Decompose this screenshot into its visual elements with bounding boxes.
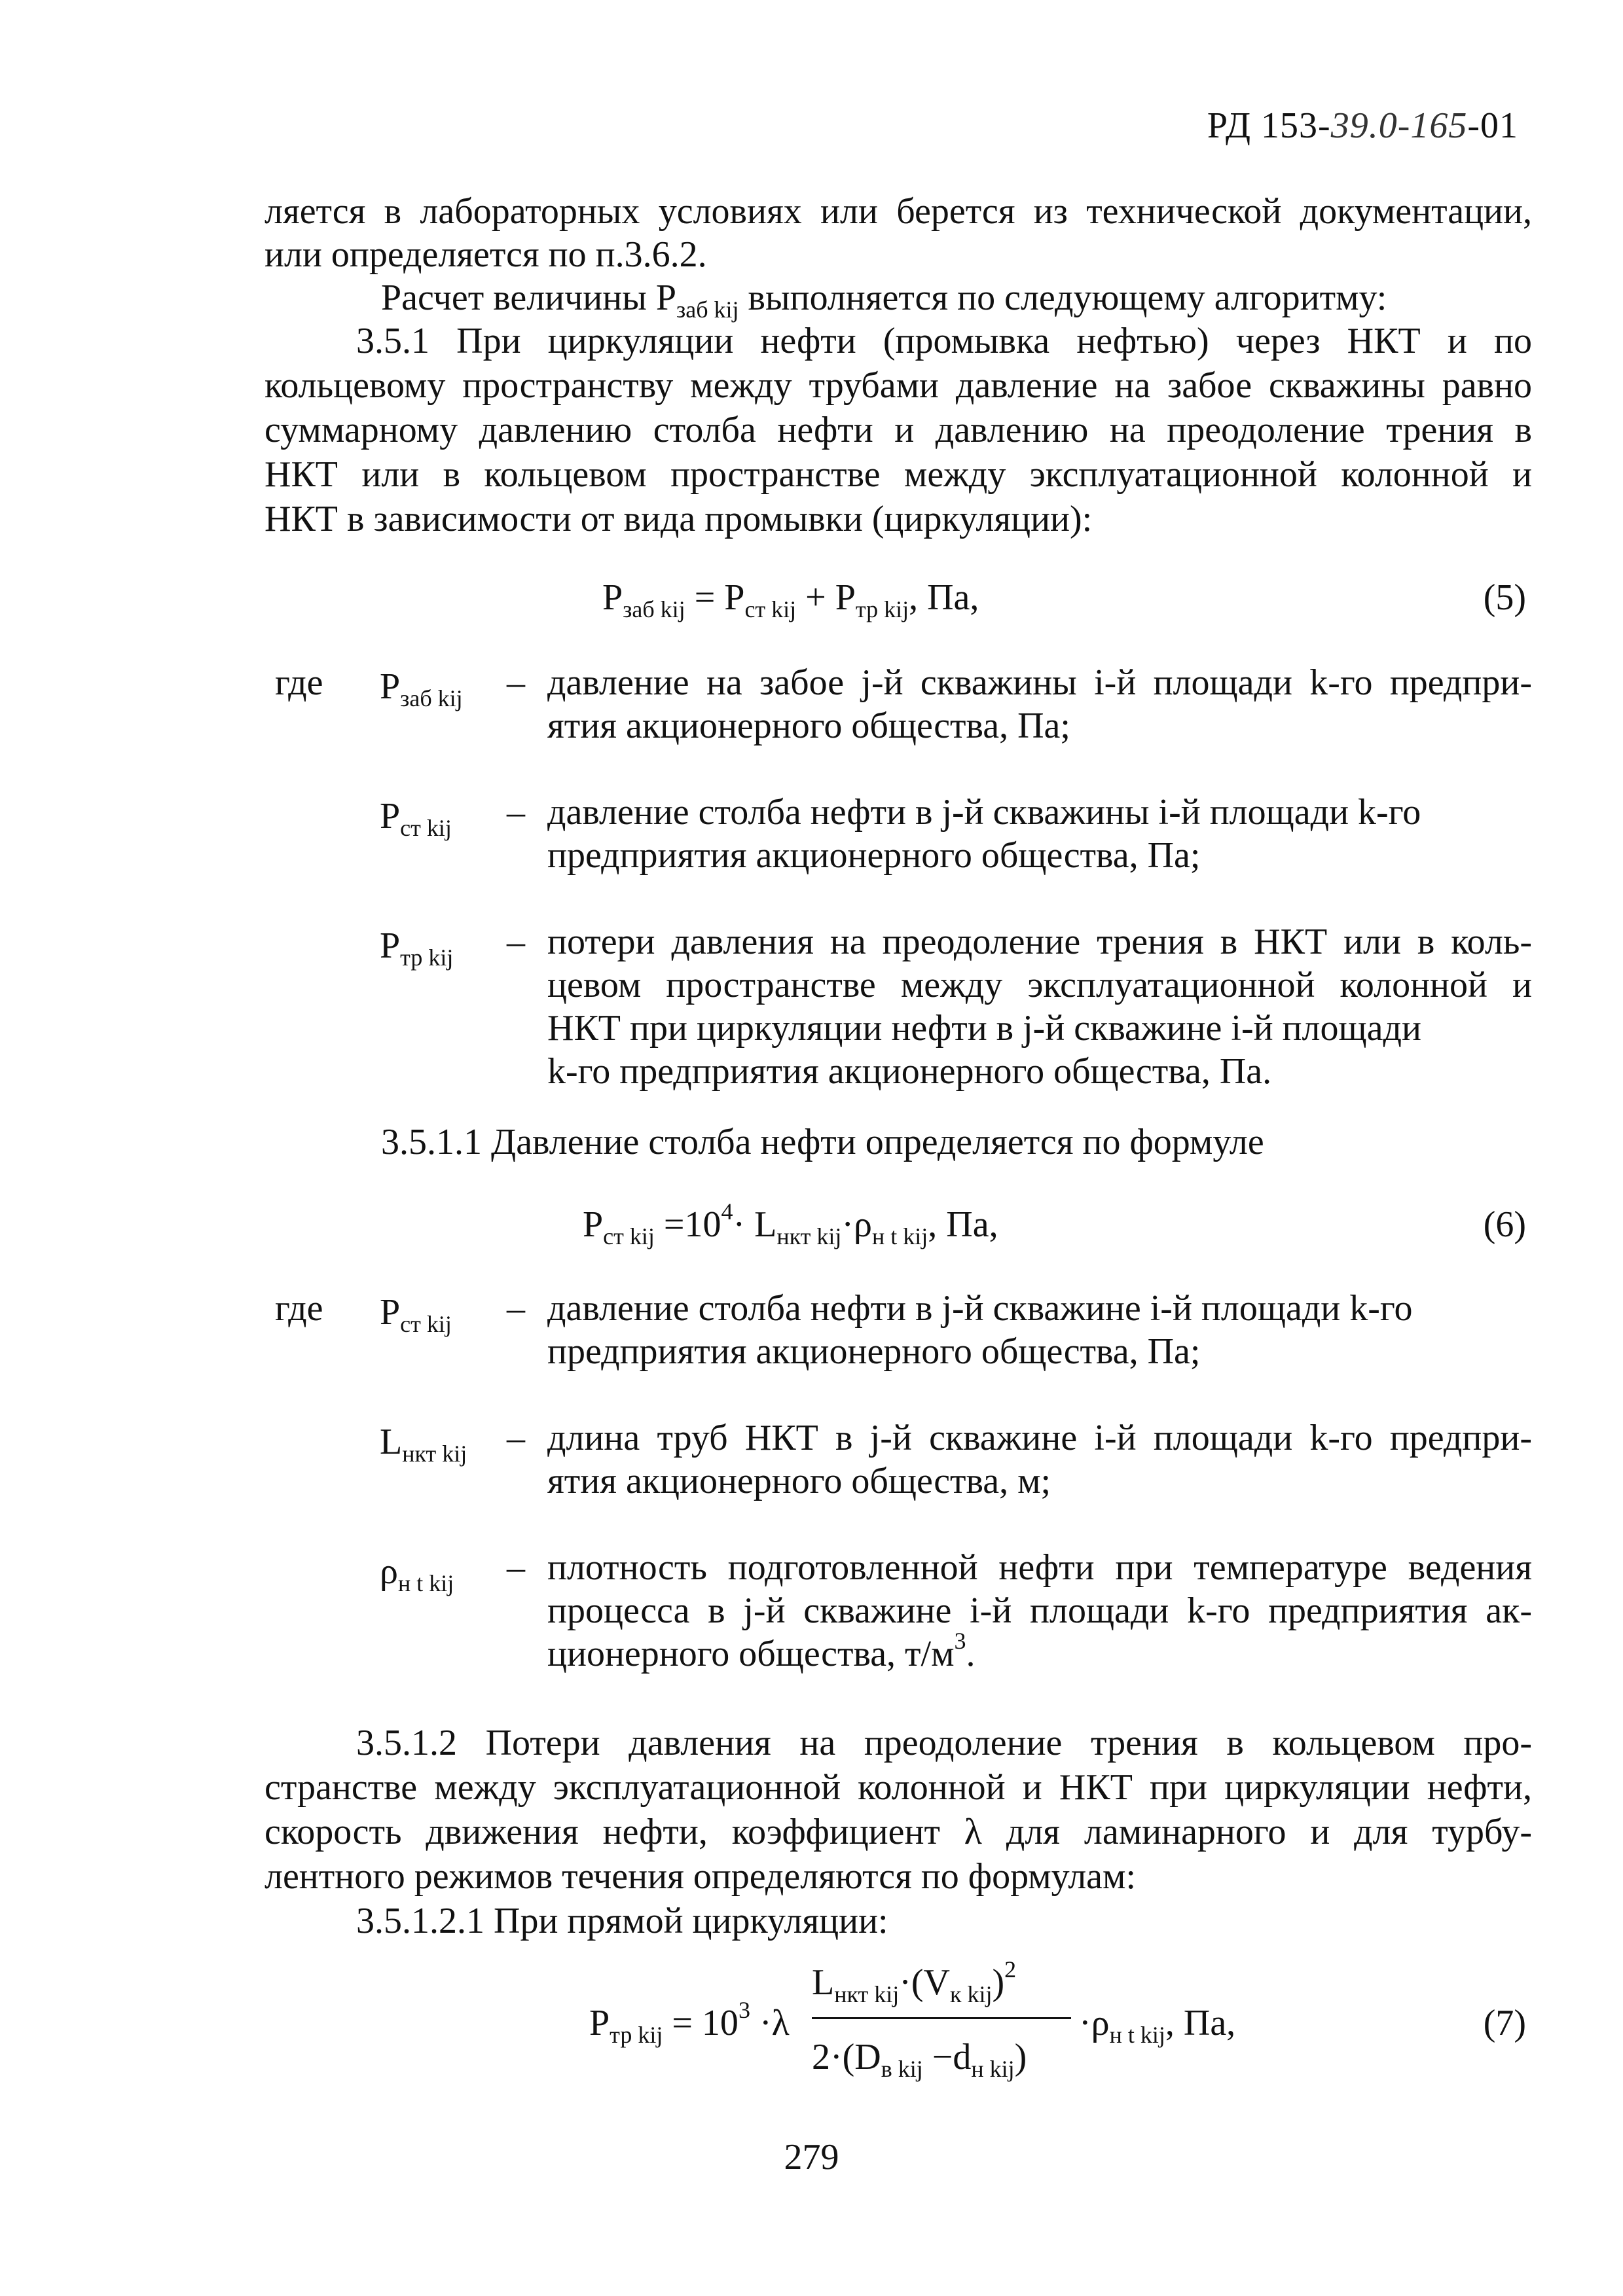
def-text-line: ционерного общества, $т/м^3$. [547, 1628, 976, 1674]
equation-7-numerator: $L_{нкт kij}\cdot(V_{к kij})^2$ [812, 1956, 1017, 2007]
s351-line-5: НКТ в зависимости от вида промывки (циркуляции): [264, 499, 1093, 539]
equation-7-rhs: $\cdot\rho_{н t kij}$, Па, [1079, 2003, 1236, 2048]
document-code [1207, 105, 1518, 147]
def-symbol-p-st: $P_{ст kij}$ [380, 1292, 452, 1337]
def-text-line: цевом пространстве между эксплуатационной колонной и [547, 965, 1532, 1005]
equation-7-denominator: $2\cdot(D_{в kij} -d_{н kij})$ [812, 2037, 1027, 2082]
def-symbol-rho: $\rho_{н t kij}$ [380, 1551, 454, 1596]
def-text-line: ятия акционерного общества, Па; [547, 706, 1070, 746]
s3512-line-4: лентного режимов течения определяются по формулам: [264, 1856, 1137, 1897]
algorithm-line: Расчет величины $P_{заб kij}$ выполняется по следующему алгоритму: [381, 278, 1387, 323]
document-code-prefix: РД 153- [1207, 105, 1331, 146]
def-dash: – [507, 922, 525, 962]
s3512-line-3: скорость движения нефти, коэффициент λ для ламинарного и для турбу- [264, 1812, 1532, 1852]
equation-5: $P_{заб kij} = P_{ст kij} + P_{тр kij}$, Па, [602, 577, 979, 622]
def-symbol-p-zab: $P_{заб kij}$ [380, 666, 463, 711]
equation-7-lhs: $P_{тр kij} = 10^3 \cdot\lambda$ [589, 1997, 790, 2048]
def-dash: – [507, 1288, 525, 1329]
def-dash: – [507, 1547, 525, 1588]
def-dash: – [507, 662, 525, 703]
s3512-line-2: странстве между эксплуатационной колонной и НКТ при циркуляции нефти, [264, 1767, 1532, 1808]
def-symbol-p-st: $P_{ст kij}$ [380, 796, 452, 841]
equation-6-number: (6) [1483, 1204, 1526, 1245]
intro-line-1: ляется в лабораторных условиях или берется из технической документации, [264, 191, 1532, 232]
intro-line-2: или определяется по п.3.6.2. [264, 234, 707, 275]
def-text-line: потери давления на преодоление трения в НКТ или в коль- [547, 922, 1532, 962]
def-symbol-l-nkt: $L_{нкт kij}$ [380, 1422, 467, 1467]
s351-line-4: НКТ или в кольцевом пространстве между эксплуатационной колонной и [264, 454, 1532, 495]
def-text-line: давление столба нефти в j-й скважине i-й площади k-го [547, 1288, 1413, 1329]
page-number: 279 [784, 2137, 839, 2178]
equation-7-number: (7) [1483, 2003, 1526, 2043]
def-text-line: предприятия акционерного общества, Па; [547, 835, 1201, 876]
def-text-line: k-го предприятия акционерного общества, Па. [547, 1051, 1272, 1092]
def-text-line: НКТ при циркуляции нефти в j-й скважине i-й площади [547, 1008, 1421, 1049]
def-text-line: давление столба нефти в j-й скважины i-й площади k-го [547, 792, 1421, 833]
fraction-bar [812, 2017, 1071, 2019]
symbol-p: P [655, 278, 676, 318]
def-text-line: плотность подготовленной нефти при температуре ведения [547, 1547, 1532, 1588]
equation-5-number: (5) [1483, 577, 1526, 618]
s351-line-3: суммарному давлению столба нефти и давлению на преодоление трения в [264, 410, 1532, 450]
def-symbol-p-tr: $P_{тр kij}$ [380, 925, 454, 971]
document-code-handwritten: 39.0-165 [1330, 105, 1468, 146]
where-label: где [275, 1288, 323, 1329]
s35121-text: 3.5.1.2.1 При прямой циркуляции: [356, 1901, 888, 1941]
def-text-line: ятия акционерного общества, м; [547, 1461, 1051, 1501]
equation-6: $P_{ст kij} =10^4\cdot L_{нкт kij}\cdot\rho_{н t kij}$, Па, [583, 1198, 998, 1249]
s3512-line-1: 3.5.1.2 Потери давления на преодоление трения в кольцевом про- [356, 1723, 1532, 1763]
s3511-text: 3.5.1.1 Давление столба нефти определяется по формуле [381, 1122, 1264, 1162]
def-text-line: давление на забое j-й скважины i-й площади k-го предпри- [547, 662, 1532, 703]
def-dash: – [507, 1418, 525, 1458]
s351-line-1: 3.5.1 При циркуляции нефти (промывка нефтью) через НКТ и по [356, 321, 1532, 361]
def-dash: – [507, 792, 525, 833]
def-text-line: длина труб НКТ в j-й скважине i-й площади k-го предпри- [547, 1418, 1532, 1458]
s351-line-2: кольцевому пространству между трубами давление на забое скважины равно [264, 365, 1532, 406]
def-text-line: предприятия акционерного общества, Па; [547, 1331, 1201, 1372]
where-label: где [275, 662, 323, 703]
def-text-line: процесса в j-й скважине i-й площади k-го предприятия ак- [547, 1590, 1532, 1631]
document-code-suffix: -01 [1467, 105, 1518, 146]
